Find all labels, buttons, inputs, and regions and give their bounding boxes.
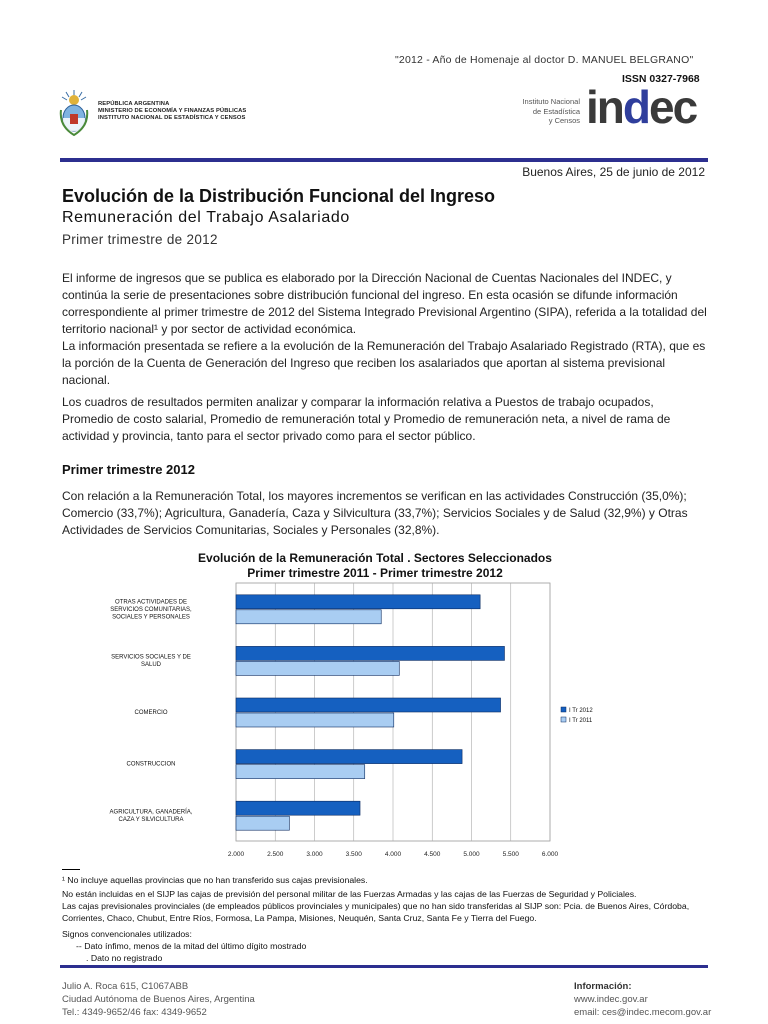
logo-letter: e [649,81,673,133]
org-line: REPÚBLICA ARGENTINA [98,101,170,107]
inst-line: y Censos [548,116,580,125]
bar-i-tr-2011 [236,610,381,624]
x-tick-label: 5.000 [463,851,480,858]
footer-info [574,980,711,1019]
conventional-signs [62,928,708,964]
paragraph-intro: El informe de ingresos que se publica es elaborado por la Dirección Nacional de Cuentas Nacionales del INDEC, y continúa la serie de presentaciones sobre distribución funcional del ingreso. En esta ocasión se difunde información correspondiente al primer trimestre de 2012 del Sistema Integrado Previsional Argentino (SIPA), referida a la totalidad del territorio nacional¹ y por sector de actividad económica. [62,271,707,336]
category-label: SOCIALES Y PERSONALES [112,614,190,621]
document-date: Buenos Aires, 25 de junio de 2012 [522,165,705,179]
bar-i-tr-2011 [236,661,399,675]
chart-title: Evolución de la Remuneración Total . Sectores Seleccionados [198,551,552,565]
x-tick-label: 5.500 [502,851,519,858]
chart-legend [561,707,593,724]
x-tick-label: 3.000 [306,851,323,858]
address-line: Julio A. Roca 615, C1067ABB [62,981,189,992]
x-tick-label: 4.500 [424,851,441,858]
argentina-coat-of-arms-icon [58,88,90,138]
inst-line: Instituto Nacional [522,97,580,106]
bar-i-tr-2011 [236,713,394,727]
footnote-cajas-provincial: Las cajas previsionales provinciales (de empleados públicos provinciales y municipales) que no han sido transferidas al SIJP son: Pcia. de Buenos Aires, Córdoba, Corrientes, Chaco, Chubut, Entre Ríos, Formosa, La Pampa, Misiones, Neuquén, Santa Cruz, Santa Fe y Tierra del Fuego. [62,901,690,923]
paragraph-information: La información presentada se refiere a la evolución de la Remuneración del Trabajo Asalariado Registrado (RTA), que es la porción de la Cuenta de Generación del Ingreso que reciben los asalariados que aportan al sistema previsional nacional. [62,339,706,387]
legend-swatch [561,707,566,712]
inst-line: de Estadística [532,106,580,116]
header-divider [60,158,708,162]
bar-chart [60,545,700,865]
category-label: SERVICIOS SOCIALES Y DE [111,654,191,661]
bar-i-tr-2012 [236,750,462,764]
footnote-cajas [62,888,708,924]
footer-divider [60,965,708,968]
issn: ISSN 0327-7968 [622,73,700,85]
bar-i-tr-2012 [236,801,360,815]
document-period: Primer trimestre de 2012 [62,232,218,247]
x-tick-label: 2.000 [227,851,245,858]
x-tick-label: 6.000 [541,851,559,858]
category-label: SALUD [140,662,162,669]
org-line: MINISTERIO DE ECONOMÍA Y FINANZAS PÚBLICAS [98,108,247,115]
org-line: INSTITUTO NACIONAL DE ESTADÍSTICA Y CENSOS [98,115,246,122]
footnote-cajas-military: No están incluidas en el SIJP las cajas de previsión del personal militar de las Fuerzas Armadas y las cajas de las Fuerzas de Seguridad y Policiales. [62,889,637,899]
document-title: Evolución de la Distribución Funcional del Ingreso [62,186,496,206]
category-label: CAZA Y SILVICULTURA [118,816,184,823]
address-line: Ciudad Autónoma de Buenos Aires, Argentina [62,994,255,1005]
category-label: CONSTRUCCION [126,761,176,768]
bar-i-tr-2011 [236,816,289,830]
address-line: Tel.: 4349-9652/46 fax: 4349-9652 [62,1007,207,1018]
footer-address [62,980,255,1019]
category-label: AGRICULTURA, GANADERÍA, [109,809,193,816]
logo-letter: c [672,81,697,133]
info-title: Información: [574,981,632,992]
document-subtitle: Remuneración del Trabajo Asalariado [62,209,350,226]
bar-i-tr-2012 [236,698,501,712]
signs-title: Signos convencionales utilizados: [62,929,192,939]
indec-logo [586,82,696,132]
bar-i-tr-2012 [236,646,504,660]
x-tick-label: 4.000 [384,851,402,858]
chart-tick-labels [228,851,559,858]
logo-letter: n [596,81,623,133]
website-link[interactable]: www.indec.gov.ar [574,994,648,1005]
sign-infimo: -- Dato ínfimo, menos de la mitad del último dígito mostrado [76,941,307,951]
institute-name [510,97,580,126]
chart-category-labels [110,599,193,823]
header-motto: "2012 - Año de Homenaje al doctor D. MANUEL BELGRANO" [395,54,694,66]
organization-name [98,101,246,123]
email-link[interactable]: email: ces@indec.mecom.gov.ar [574,1007,712,1018]
bar-i-tr-2011 [236,765,365,779]
x-tick-label: 3.500 [345,851,362,858]
category-label: COMERCIO [134,710,168,716]
logo-letter: i [586,81,597,133]
x-tick-label: 2.500 [267,851,284,858]
paragraph-results: Con relación a la Remuneración Total, los mayores incrementos se verifican en las actividades Construcción (35,0%); Comercio (33,7%); Agricultura, Ganadería, Caza y Silvicultura (33,7%); Servicios Sociales y de Salud (32,9%) y Otras Actividades de Servicios Comunitarias, Sociales y Personales (32,8%). [62,489,688,537]
sign-no-registrado: . Dato no registrado [86,953,163,963]
category-label: OTRAS ACTIVIDADES DE [114,599,188,606]
legend-label: I Tr 2012 [569,708,593,714]
bar-i-tr-2012 [236,595,480,609]
footnote-1: ¹ No incluye aquellas provincias que no han transferido sus cajas previsionales. [62,875,368,885]
logo-letter: d [622,81,649,133]
legend-swatch [561,717,566,722]
chart-subtitle: Primer trimestre 2011 - Primer trimestre 2012 [247,566,503,580]
category-label: SERVICIOS COMUNITARIAS, [110,606,192,613]
footnote-divider [62,869,80,870]
legend-label: I Tr 2011 [569,718,593,724]
section-heading: Primer trimestre 2012 [62,462,195,477]
paragraph-tables: Los cuadros de resultados permiten analizar y comparar la información relativa a Puestos de trabajo ocupados, Promedio de costo salarial, Promedio de remuneración total y Promedio de remuneración neta, a nivel de rama de actividad y provincia, tanto para el sector privado como para el sector público. [62,395,671,443]
